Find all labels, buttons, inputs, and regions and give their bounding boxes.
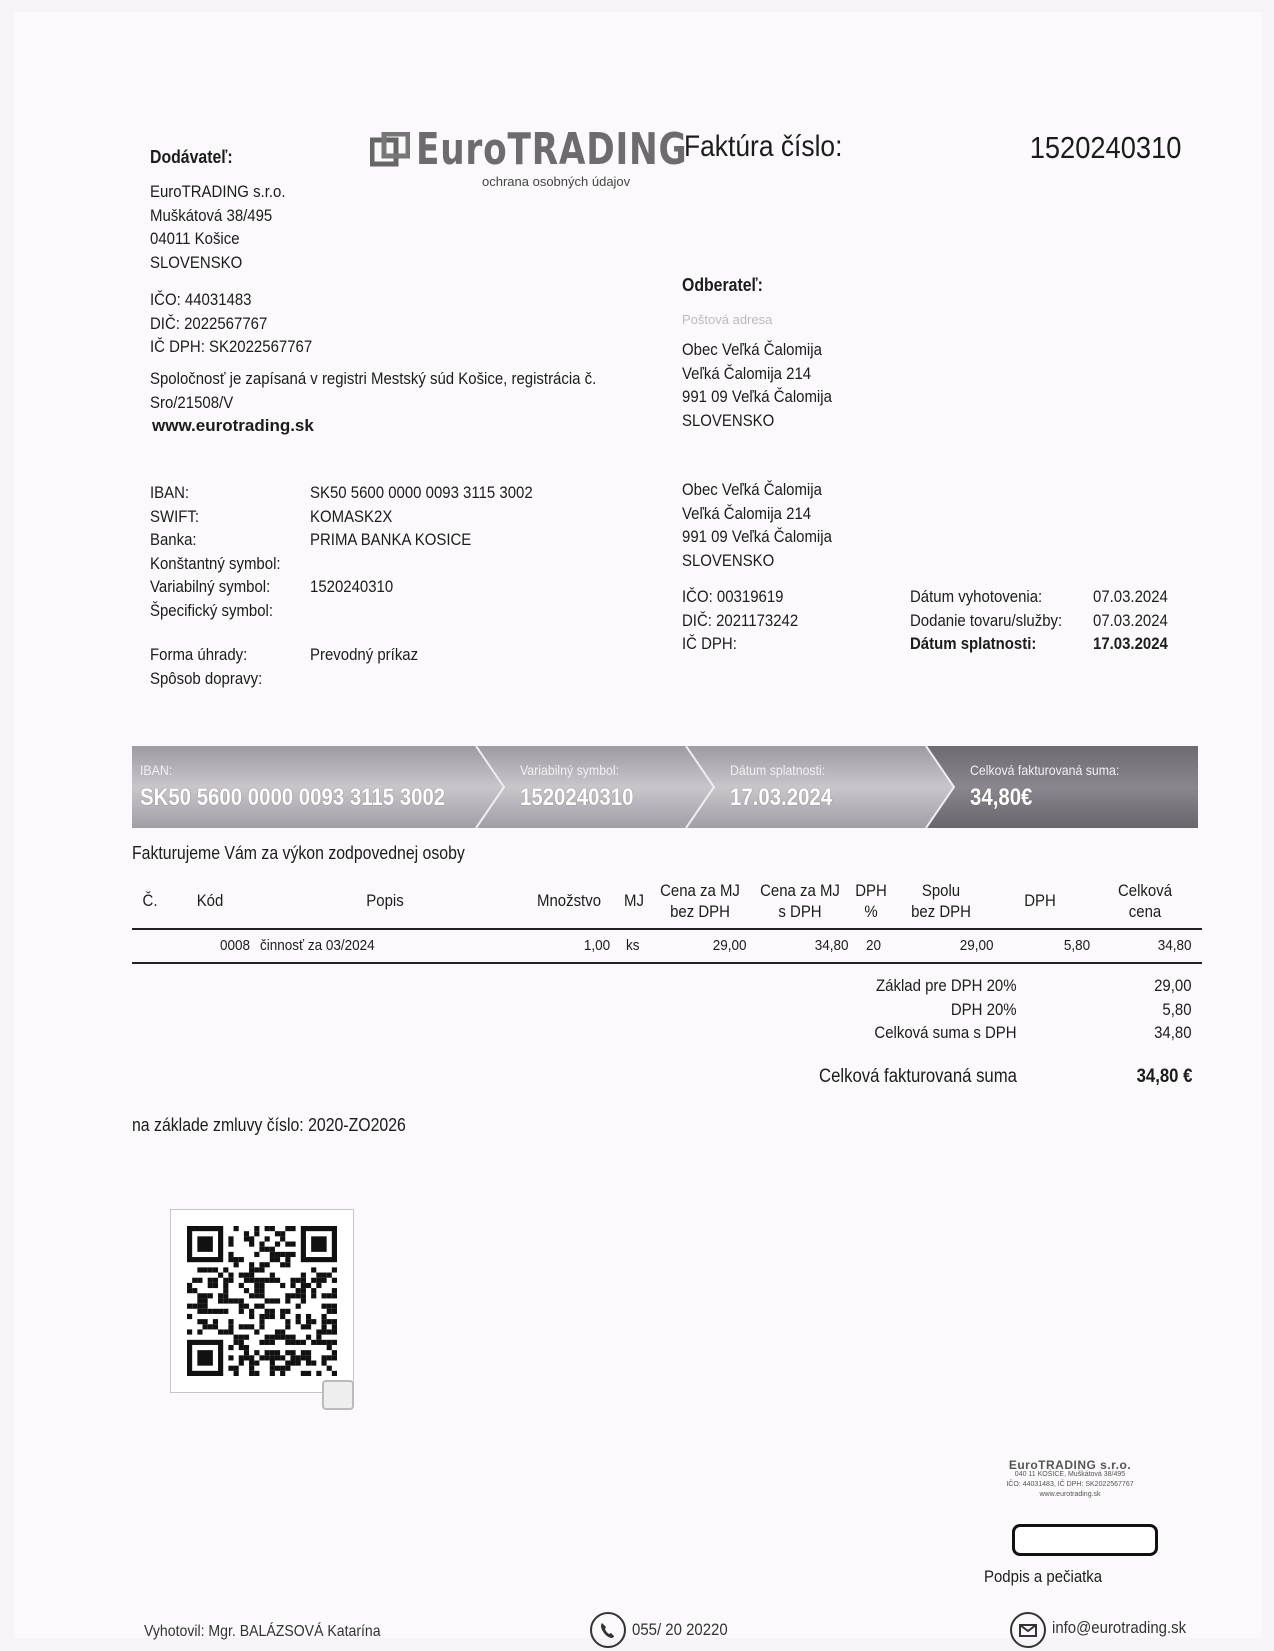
header-line: Celková [1117, 881, 1173, 900]
date-values [1093, 585, 1168, 656]
summary-label: DPH 20% [951, 999, 1017, 1019]
header-line: s DPH [778, 902, 822, 921]
payment-qr-code [170, 1209, 354, 1393]
due-date: 17.03.2024 [1093, 634, 1168, 653]
row-code: 0008 [220, 937, 251, 954]
payment-value-ks [310, 552, 533, 576]
envelope-glyph [1012, 1614, 1044, 1646]
address-line: SLOVENSKO [682, 550, 775, 570]
col-header-unit: MJ [624, 891, 644, 910]
payment-banner [132, 746, 1198, 828]
logo-mark-icon [370, 132, 410, 172]
email-icon [1010, 1612, 1046, 1648]
payment-form-labels [150, 643, 262, 690]
payment-labels [150, 481, 281, 622]
stamp-line: 040 11 KOŠICE, Muškátová 38/495 [1014, 1471, 1126, 1478]
vat-amount: 5,80 [1162, 999, 1192, 1019]
customer-ico: IČO: 00319619 [682, 587, 784, 606]
header-line: Cena za MJ [660, 881, 740, 900]
issued-by: Vyhotovil: Mgr. BALÁZSOVÁ Katarína [144, 1623, 381, 1640]
header-line: bez DPH [670, 902, 730, 921]
signature-label: Podpis a pečiatka [984, 1567, 1103, 1586]
contract-reference: na základe zmluvy číslo: 2020-ZO2026 [132, 1115, 406, 1135]
header-line: Cena za MJ [760, 881, 840, 900]
total-with-vat: 34,80 [1154, 1023, 1192, 1042]
payment-values [310, 481, 533, 622]
payment-label: Konštantný symbol: [150, 553, 281, 573]
supplier-ids [150, 288, 312, 359]
supplier-country: SLOVENSKO [150, 252, 243, 272]
col-header-qty: Množstvo [536, 891, 602, 910]
signature-redaction [1012, 1524, 1158, 1556]
payment-value-swift: KOMASK2X [310, 506, 393, 526]
qr-code-icon [187, 1226, 337, 1376]
payment-label: Banka: [150, 530, 197, 549]
date-label: Dodanie tovaru/služby: [910, 610, 1063, 630]
payment-label: SWIFT: [150, 506, 200, 526]
stamp-line: IČO: 44031483, IČ DPH: SK2022567767 [1006, 1481, 1134, 1488]
payment-value-bank: PRIMA BANKA KOSICE [310, 530, 472, 549]
col-header-code: Kód [196, 891, 224, 910]
summary-label: Celková suma s DPH [874, 1023, 1017, 1042]
date-labels [910, 585, 1062, 656]
payment-value-vs: 1520240310 [310, 577, 394, 596]
header-line: DPH [855, 881, 887, 900]
banner-iban-label: IBAN: [140, 762, 173, 778]
stamp-line: www.eurotrading.sk [1039, 1491, 1101, 1498]
address-line: Veľká Čalomija 214 [682, 503, 812, 523]
banner-due-label: Dátum splatnosti: [730, 762, 826, 778]
payment-form-label: Forma úhrady: [150, 645, 248, 664]
banner-total: 34,80€ [970, 784, 1033, 811]
col-header-vat-pct [849, 880, 893, 922]
address-line: Obec Veľká Čalomija [682, 480, 822, 499]
address-line: 991 09 Veľká Čalomija [682, 527, 832, 546]
row-unit: ks [626, 937, 640, 954]
grand-total-value: 34,80 € [1136, 1066, 1192, 1087]
payment-label: IBAN: [150, 483, 190, 502]
logo-subtitle: ochrana osobných údajov [482, 174, 631, 189]
supplier-register [150, 367, 596, 414]
row-vat: 5,80 [1063, 937, 1090, 954]
stamp-line: EuroTRADING s.r.o. [1008, 1458, 1132, 1472]
col-header-no: Č. [142, 891, 158, 910]
supplier-name: EuroTRADING s.r.o. [150, 182, 286, 201]
footer-email[interactable]: info@eurotrading.sk [1052, 1618, 1187, 1637]
supplier-ico: IČO: 44031483 [150, 290, 252, 309]
header-line: % [864, 902, 878, 921]
invoice-number-label: Faktúra číslo: [684, 130, 843, 163]
company-stamp [990, 1460, 1150, 1520]
register-line-1: Spoločnosť je zapísaná v registri Mestský súd Košice, registrácia č. [150, 369, 597, 388]
summary-values [1155, 974, 1192, 1045]
vat-base: 29,00 [1154, 976, 1192, 995]
banner-due: 17.03.2024 [730, 784, 833, 811]
postal-line: 991 09 Veľká Čalomija [682, 387, 832, 406]
row-sum-ex: 29,00 [960, 937, 994, 954]
supplier-address [150, 180, 286, 274]
payment-label: Špecifický symbol: [150, 600, 274, 620]
transport-label: Spôsob dopravy: [150, 668, 263, 688]
row-price-ex: 29,00 [713, 937, 747, 954]
header-line: cena [1128, 902, 1162, 921]
postal-line: SLOVENSKO [682, 410, 775, 430]
logo-text: EuroTRADING [416, 124, 688, 175]
row-price-in: 34,80 [815, 937, 849, 954]
customer-heading: Odberateľ: [682, 275, 763, 295]
supplier-street: Muškátová 38/495 [150, 205, 273, 225]
invoice-number: 1520240310 [1029, 130, 1181, 165]
payment-form-value: Prevodný príkaz [310, 645, 419, 664]
footer-phone: 055/ 20 20220 [632, 1620, 728, 1639]
company-logo [370, 124, 688, 190]
row-vat-pct: 20 [866, 937, 882, 954]
col-header-sum-ex [901, 880, 980, 922]
banner-vs: 1520240310 [520, 784, 634, 811]
supplier-city: 04011 Košice [150, 229, 240, 248]
customer-icdph: IČ DPH: [682, 634, 737, 653]
col-header-price-in [756, 880, 844, 922]
pay-by-square-icon [322, 1380, 354, 1410]
postal-line: Obec Veľká Čalomija [682, 340, 822, 359]
customer-postal-address [682, 338, 832, 432]
customer-ids [682, 585, 798, 656]
header-line: Spolu [921, 881, 961, 900]
phone-glyph [592, 1614, 624, 1646]
banner-total-label: Celková fakturovaná suma: [970, 762, 1120, 778]
date-label: Dátum vyhotovenia: [910, 587, 1043, 606]
col-header-desc: Popis [366, 891, 404, 910]
customer-dic: DIČ: 2021173242 [682, 610, 799, 630]
phone-icon [590, 1612, 626, 1648]
supplier-icdph: IČ DPH: SK2022567767 [150, 337, 313, 356]
payment-value-iban: SK50 5600 0000 0093 3115 3002 [310, 483, 533, 502]
delivery-date: 07.03.2024 [1093, 610, 1168, 630]
payment-form-values [310, 643, 418, 667]
customer-address [682, 478, 832, 572]
postal-line: Veľká Čalomija 214 [682, 363, 812, 383]
summary-labels [875, 974, 1017, 1045]
supplier-dic: DIČ: 2022567767 [150, 313, 268, 333]
summary-label: Základ pre DPH 20% [876, 976, 1017, 995]
payment-label: Variabilný symbol: [150, 577, 271, 596]
register-line-2: Sro/21508/V [150, 392, 234, 412]
col-header-vat: DPH [1024, 891, 1056, 910]
grand-total-label: Celková fakturovaná suma [819, 1066, 1017, 1087]
header-line: bez DPH [911, 902, 971, 921]
supplier-website[interactable]: www.eurotrading.sk [152, 416, 314, 435]
col-header-total [1105, 880, 1184, 922]
col-header-price-ex [656, 880, 744, 922]
date-label: Dátum splatnosti: [910, 634, 1037, 653]
payment-value-ss [310, 599, 533, 623]
table-header-rule [132, 928, 1202, 930]
row-qty: 1,00 [583, 937, 610, 954]
billing-intro: Fakturujeme Vám za výkon zodpovednej osoby [132, 843, 465, 863]
table-bottom-rule [132, 962, 1202, 964]
issue-date: 07.03.2024 [1093, 587, 1168, 606]
banner-iban: SK50 5600 0000 0093 3115 3002 [140, 784, 446, 811]
row-total: 34,80 [1158, 937, 1192, 954]
row-desc: činnosť za 03/2024 [260, 937, 375, 954]
postal-address-label: Poštová adresa [682, 312, 773, 327]
banner-vs-label: Variabilný symbol: [520, 762, 620, 778]
supplier-heading: Dodávateľ: [150, 147, 233, 167]
